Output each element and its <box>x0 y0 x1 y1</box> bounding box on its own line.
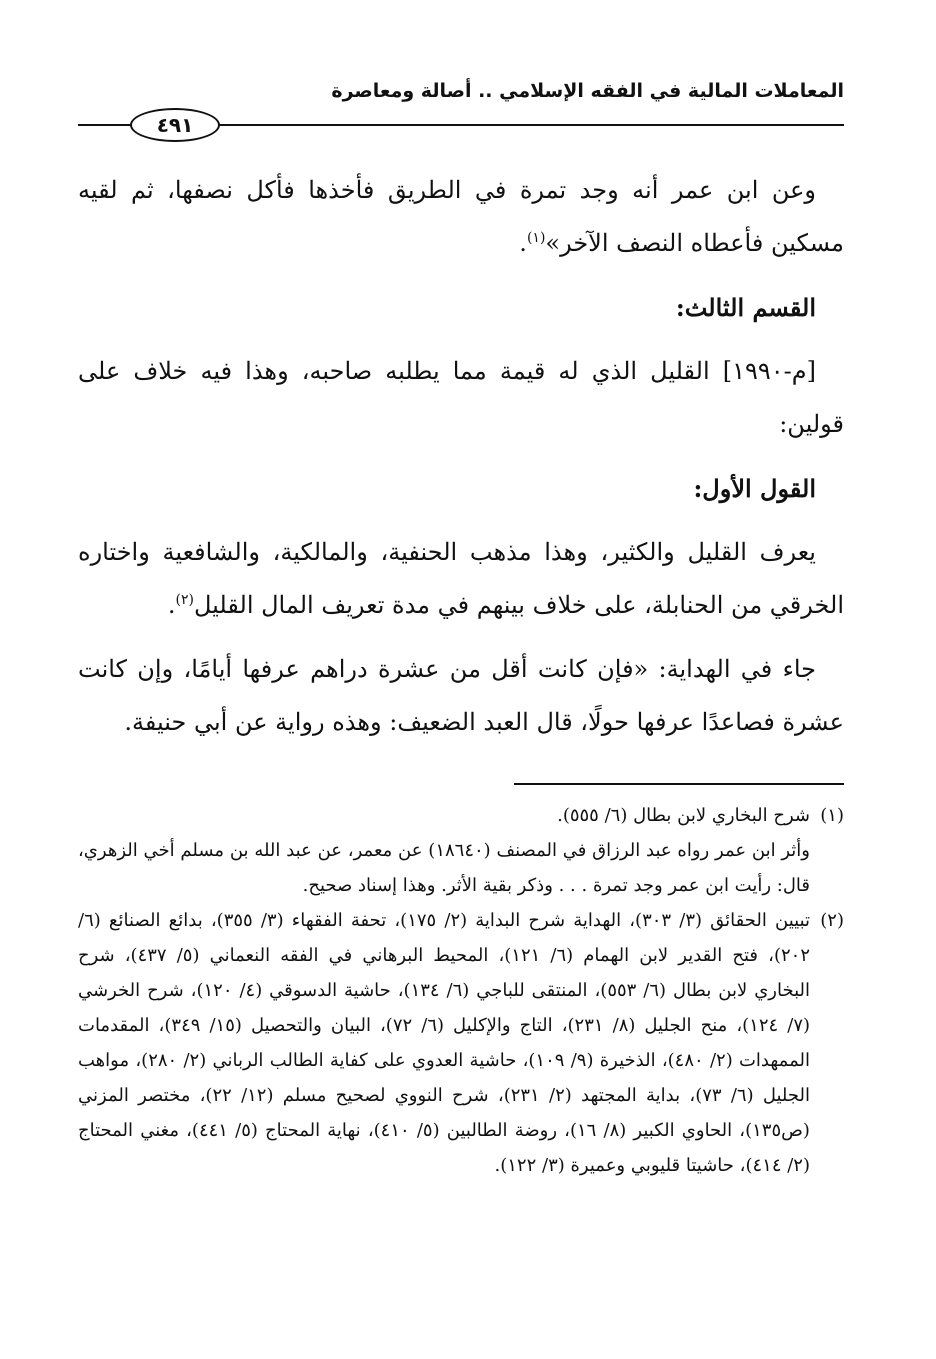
running-header-title: المعاملات المالية في الفقه الإسلامي .. أصالة ومعاصرة <box>331 80 844 102</box>
footnote-line: شرح البخاري لابن بطال (٦/ ٥٥٥). <box>557 805 810 826</box>
footnote-separator <box>514 783 844 785</box>
footnotes <box>78 798 844 1183</box>
footnote-number: (٢) <box>820 910 844 931</box>
paragraph-first-opinion <box>78 526 844 632</box>
footnote-1 <box>78 798 844 903</box>
footnote-line: وأثر ابن عمر رواه عبد الرزاق في المصنف (١٨٦٤٠) عن معمر، عن عبد الله بن مسلم أخي الزهري، قال: رأيت ابن عمر وجد تمرة . . . وذكر بقية الأثر. وهذا إسناد صحيح. <box>78 840 810 896</box>
section-heading-third: القسم الثالث: <box>675 293 816 322</box>
paragraph-tail: . <box>167 591 176 619</box>
main-text <box>78 164 844 760</box>
footnote-2 <box>78 903 844 1183</box>
paragraph-hidaya-quote: جاء في الهداية: «فإن كانت أقل من عشرة دراهم عرفها أيامًا، وإن كانت عشرة فصاعدًا عرفها حولًا، قال العبد الضعيف: وهذه رواية عن أبي حنيفة. <box>78 655 844 736</box>
footnote-ref-2: (٢) <box>175 592 194 608</box>
footnote-number: (١) <box>820 805 844 826</box>
page-number: ٤٩١ <box>156 113 194 137</box>
page-number-badge <box>130 108 220 142</box>
paragraph-text: يعرف القليل والكثير، وهذا مذهب الحنفية، والمالكية، والشافعية واختاره الخرقي من الحنابلة، على خلاف بينهم في مدة تعريف المال القليل <box>78 538 844 619</box>
section-heading-first-opinion: القول الأول: <box>693 474 816 503</box>
footnote-ref-1: (١) <box>526 230 546 246</box>
footnote-line: تبيين الحقائق (٣/ ٣٠٣)، الهداية شرح البداية (٢/ ١٧٥)، تحفة الفقهاء (٣/ ٣٥٥)، بدائع الصنائع (٦/ ٢٠٢)، فتح القدير لابن الهمام (٦/ ١٢١)، المحيط البرهاني في الفقه النعماني (٥/ ٤٣٧)، شرح البخاري لابن بطال (٦/ ٥٥٣)، المنتقى للباجي (٦/ ١٣٤)، حاشية الدسوقي (٤/ ١٢٠)، شرح الخرشي (٧/ ١٢٤)، منح الجليل (٨/ ٢٣١)، التاج والإكليل (٦/ ٧٢)، البيان والتحصيل (١٥/ ٣٤٩)، المقدمات الممهدات (٢/ ٤٨٠)، الذخيرة (٩/ ١٠٩)، حاشية العدوي على كفاية الطالب الرباني (٢/ ٢٨٠)، مواهب الجليل (٦/ ٧٣)، بداية المجتهد (٢/ ٢٣١)، شرح النووي لصحيح مسلم (١٢/ ٢٢)، مختصر المزني (ص١٣٥)، الحاوي الكبير (٨/ ١٦)، روضة الطالبين (٥/ ٤١٠)، نهاية المحتاج (٥/ ٤٤١)، مغني المحتاج (٢/ ٤١٤)، حاشيتا قليوبي وعميرة (٣/ ١٢٢). <box>78 910 811 1176</box>
paragraph-tail: . <box>519 229 527 257</box>
paragraph-text: وعن ابن عمر أنه وجد تمرة في الطريق فأخذها فأكل نصفها، ثم لقيه مسكين فأعطاه النصف الآخر» <box>78 176 844 257</box>
paragraph-issue-1990: [م-١٩٩٠] القليل الذي له قيمة مما يطلبه صاحبه، وهذا فيه خلاف على قولين: <box>78 357 844 438</box>
paragraph-ibn-umar <box>78 164 844 270</box>
footnote-body <box>78 903 810 1183</box>
footnote-body <box>78 798 810 903</box>
